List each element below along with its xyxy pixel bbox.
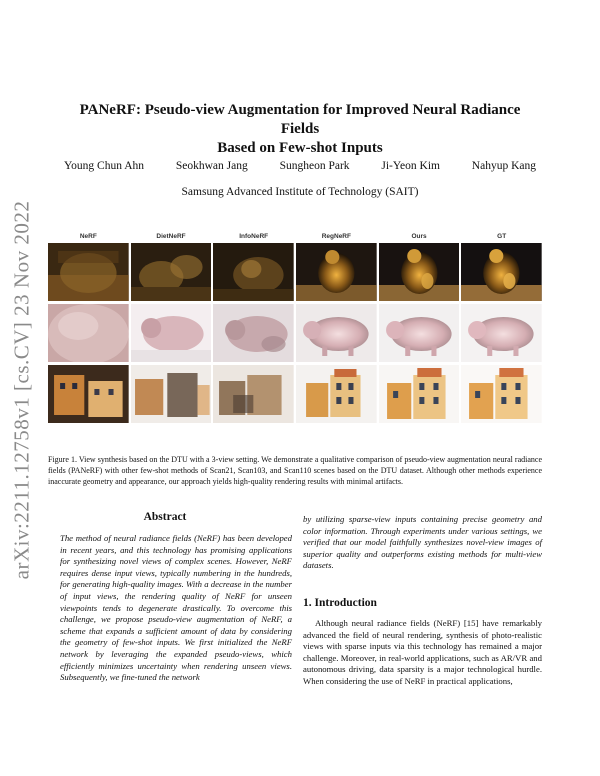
column-header-dietnerf: DietNeRF [156, 233, 186, 240]
render-gt-scan21 [461, 243, 542, 301]
render-regnerf-scan103 [296, 304, 377, 362]
author-name: Ji-Yeon Kim [381, 160, 440, 172]
render-dietnerf-scan103 [131, 304, 212, 362]
render-nerf-scan21 [48, 243, 129, 301]
author-name: Sungheon Park [279, 160, 350, 172]
column-header-gt: GT [497, 233, 507, 240]
column-header-regnerf: RegNeRF [321, 233, 351, 240]
author-name: Seokhwan Jang [175, 160, 248, 172]
affiliation: Samsung Advanced Institute of Technology (SAIT) [181, 186, 419, 198]
figure-column-headers [48, 233, 542, 240]
figure-caption: Figure 1. View synthesis based on the DTU with a 3-view setting. We demonstrate a qualitative comparison of pseudo-view augmentation neural radiance fields (PANeRF) with other few-shot methods of Scan21, Scan103, and Scan110 scenes based on the DTU dataset. Although other methods experience inaccurate geometry and appearance, our approach yields high-quality rendering results with minimal artifacts. [48, 455, 542, 486]
render-gt-scan103 [461, 304, 542, 362]
render-dietnerf-scan110 [131, 365, 212, 423]
render-infonerf-scan110 [213, 365, 294, 423]
figure-row-scan21 [48, 243, 542, 301]
abstract-heading: Abstract [143, 511, 187, 523]
introduction-text: Although neural radiance fields (NeRF) [15] have remarkably advanced the field of neural rendering, synthesis of photo-realistic views with sparse inputs via this technology has remained a major challenge. Moreover, in real-world applications, such as AR/VR and autonomous driving, data sparsity is a major technological hurdle. When considering the use of NeRF in practical applications, [303, 618, 542, 686]
column-header-ours: Ours [411, 233, 427, 240]
paper-title: PANeRF: Pseudo-view Augmentation for Improved Neural Radiance Fields Based on Few-shot Inputs [79, 102, 521, 156]
render-nerf-scan103 [48, 304, 129, 362]
render-infonerf-scan21 [213, 243, 294, 301]
section-heading-introduction: 1. Introduction [303, 597, 377, 609]
abstract-continuation: by utilizing sparse-view inputs containing precise geometry and color information. Through experiments under various settings, we verified that our model faithfully synthesizes novel-view images of superior quality and outperforms existing methods for multi-view datasets. [303, 514, 542, 571]
render-gt-scan110 [461, 365, 542, 423]
author-name: Nahyup Kang [471, 160, 536, 172]
abstract-text: The method of neural radiance fields (NeRF) has been developed in recent years, and this technology has promising applications for synthesizing novel views of complex scenes. However, NeRF requires dense input views, typically numbering in the hundreds, for generating high-quality images. With a decrease in the number of input views, the rendering quality of NeRF for unseen viewpoints tends to degenerate drastically. To overcome this challenge, we propose pseudo-view augmentation of NeRF, a scheme that expands a sufficient amount of data by considering the geometry of few-shot inputs. We first initialized the NeRF network by leveraging the expanded pseudo-views, which efficiently minimizes uncertainty when rendering unseen views. Subsequently, we fine-tuned the network [60, 533, 292, 683]
render-ours-scan103 [379, 304, 460, 362]
column-header-nerf: NeRF [79, 233, 97, 240]
render-dietnerf-scan21 [131, 243, 212, 301]
author-list [60, 160, 540, 172]
render-regnerf-scan21 [296, 243, 377, 301]
figure-row-scan110 [48, 365, 542, 423]
arxiv-identifier: arXiv:2211.12758v1 [cs.CV] 23 Nov 2022 [9, 200, 34, 580]
column-header-infonerf: InfoNeRF [239, 233, 269, 240]
render-nerf-scan110 [48, 365, 129, 423]
figure-row-scan103 [48, 304, 542, 362]
render-ours-scan110 [379, 365, 460, 423]
author-name: Young Chun Ahn [64, 160, 144, 172]
comparison-figure [48, 233, 542, 426]
render-infonerf-scan103 [213, 304, 294, 362]
render-regnerf-scan110 [296, 365, 377, 423]
render-ours-scan21 [379, 243, 460, 301]
